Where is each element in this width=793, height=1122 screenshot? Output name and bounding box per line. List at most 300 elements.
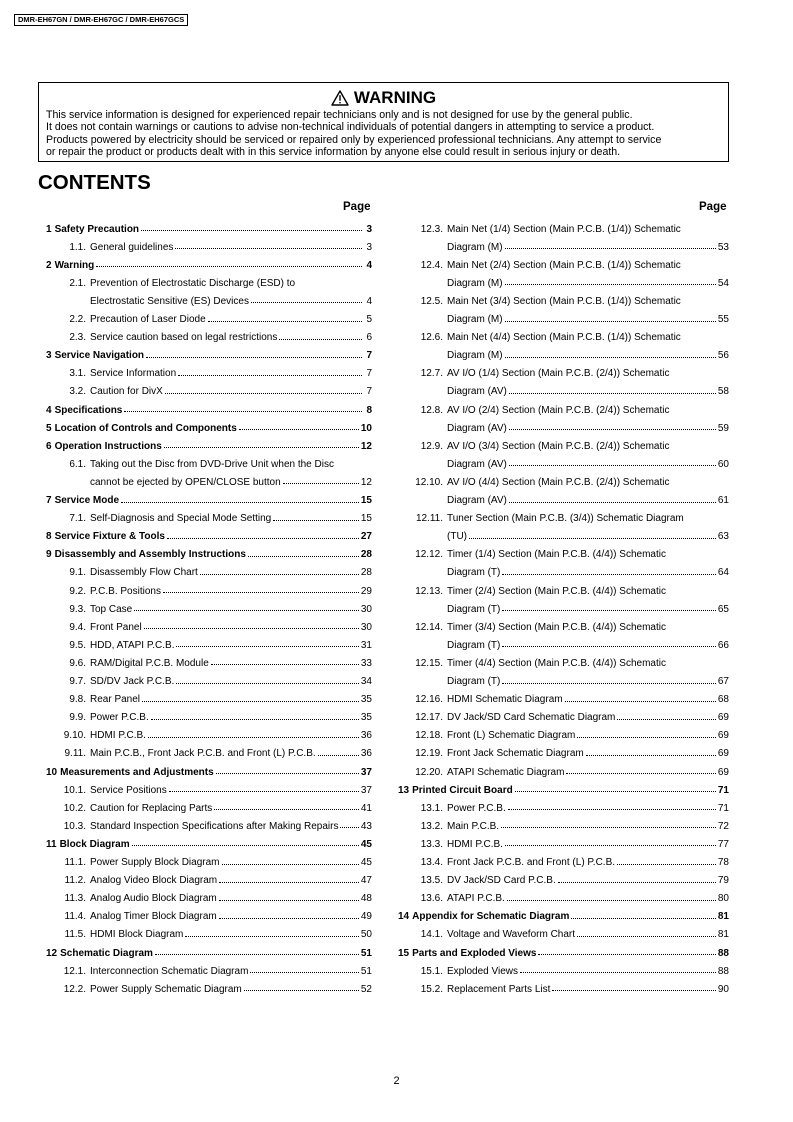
toc-entry-number: 13.4.: [420, 857, 443, 868]
toc-entry-title: Standard Inspection Specifications after Making Repairs: [90, 820, 339, 832]
toc-entry-number: 12.2.: [63, 983, 86, 995]
toc-entry-page: 43: [360, 820, 372, 832]
toc-entry: [90, 292, 372, 310]
toc-leader-dots: [169, 791, 359, 792]
toc-leader-dots: [121, 502, 359, 503]
toc-entry-number: 8: [46, 531, 52, 543]
toc-leader-dots: [558, 882, 716, 883]
toc-entry-page: 50: [360, 929, 372, 941]
toc-entry-number: 9: [46, 549, 52, 561]
toc-leader-dots: [508, 809, 716, 810]
toc-entry-page: 41: [360, 802, 372, 814]
toc-leader-dots: [222, 864, 359, 865]
warning-title: [46, 87, 721, 109]
toc-entry-page: 77: [717, 838, 729, 850]
toc-leader-dots: [502, 574, 716, 575]
toc-entry: [62, 455, 372, 473]
toc-entry: [447, 564, 729, 582]
toc-entry: [46, 419, 372, 437]
toc-entry-number: 9.2.: [69, 585, 86, 597]
toc-entry-page: 4: [366, 259, 372, 271]
toc-entry: [410, 256, 729, 274]
toc-entry-title: Measurements and Adjustments: [60, 766, 214, 778]
toc-entry-page: 69: [717, 712, 729, 724]
toc-entry-title: DV Jack/SD Card P.C.B.: [447, 875, 556, 887]
toc-entry-page: 59: [717, 422, 729, 434]
toc-entry-title: Main Net (2/4) Section (Main P.C.B. (1/4)) Schematic: [447, 259, 681, 271]
toc-leader-dots: [134, 610, 359, 611]
toc-leader-dots: [538, 954, 715, 955]
toc-entry-title: Timer (1/4) Section (Main P.C.B. (4/4)) Schematic: [447, 549, 666, 561]
toc-entry-title: AV I/O (2/4) Section (Main P.C.B. (2/4)) Schematic: [447, 404, 670, 416]
toc-entry-page: 69: [717, 748, 729, 760]
toc-entry: [410, 926, 729, 944]
toc-leader-dots: [142, 701, 359, 702]
toc-entry-title: HDMI Schematic Diagram: [447, 694, 563, 706]
toc-entry-number: 12.18.: [415, 730, 443, 742]
toc-entry-number: 9.1.: [69, 567, 86, 579]
toc-entry-title: Main P.C.B., Front Jack P.C.B. and Front (L) P.C.B.: [90, 748, 316, 760]
toc-entry-number: 12.7.: [420, 368, 443, 380]
toc-entry: [410, 835, 729, 853]
toc-entry-title: (TU): [447, 531, 467, 543]
toc-entry-title: Caution for DivX: [90, 386, 163, 398]
toc-entry-title: Service caution based on legal restrictions: [90, 332, 278, 344]
toc-entry-page: 67: [717, 676, 729, 687]
page-number: 2: [393, 1075, 400, 1087]
toc-entry: [398, 908, 729, 926]
toc-entry: [410, 817, 729, 835]
toc-entry: [46, 763, 372, 781]
toc-entry-number: 10.2.: [63, 802, 86, 814]
toc-leader-dots: [248, 556, 359, 557]
toc-entry: [62, 781, 372, 799]
toc-entry-number: 12.9.: [420, 440, 443, 452]
toc-entry-number: 7: [46, 495, 52, 506]
toc-entry: [46, 835, 372, 853]
toc-entry-title: Main Net (4/4) Section (Main P.C.B. (1/4)) Schematic: [447, 332, 681, 344]
toc-entry: [46, 944, 372, 962]
warning-line: This service information is designed for experienced repair technicians only and is not designed for use by the general public.: [46, 109, 633, 121]
toc-entry: [62, 510, 372, 528]
toc-leader-dots: [273, 520, 359, 521]
warning-line: Products powered by electricity should be serviced or repaired only by experienced professional technicians. Any attempt to service: [46, 133, 662, 146]
toc-entry-page: 3: [366, 223, 372, 235]
toc-entry-page: 3: [366, 241, 372, 253]
toc-entry-page: 80: [717, 893, 729, 905]
toc-entry-number: 9.6.: [69, 657, 86, 669]
toc-entry-number: 11: [46, 838, 57, 850]
toc-entry-title: Electrostatic Sensitive (ES) Devices: [90, 295, 249, 307]
toc-leader-dots: [185, 936, 359, 937]
toc-entry-page: 55: [717, 314, 729, 325]
toc-entry: [62, 618, 372, 636]
toc-entry-number: 12.6.: [420, 332, 443, 344]
toc-entry: [447, 600, 729, 618]
toc-entry-title: Timer (2/4) Section (Main P.C.B. (4/4)) Schematic: [447, 585, 666, 597]
toc-leader-dots: [505, 321, 716, 322]
toc-entry-number: 2.2.: [69, 314, 86, 325]
toc-entry-title: ATAPI P.C.B.: [447, 893, 505, 905]
toc-entry-page: 4: [366, 295, 372, 307]
toc-entry: [410, 473, 729, 491]
toc-leader-dots: [219, 918, 359, 919]
toc-entry-title: Service Navigation: [54, 350, 145, 362]
toc-entry-number: 12.5.: [420, 295, 443, 307]
toc-leader-dots: [216, 773, 359, 774]
toc-entry-title: Timer (3/4) Section (Main P.C.B. (4/4)) Schematic: [447, 621, 666, 633]
toc-entry: [62, 854, 372, 872]
toc-entry-title: Operation Instructions: [54, 440, 162, 452]
toc-entry-page: 29: [360, 585, 372, 597]
toc-entry-title: Diagram (T): [447, 676, 501, 687]
toc-entry-title: Analog Video Block Diagram: [90, 875, 218, 887]
toc-leader-dots: [505, 248, 716, 249]
toc-entry-title: Power P.C.B.: [447, 802, 506, 814]
toc-leader-dots: [251, 302, 362, 303]
toc-leader-dots: [507, 900, 716, 901]
toc-entry-title: Service Positions: [90, 784, 167, 796]
toc-entry-page: 31: [360, 639, 372, 651]
toc-entry: [410, 365, 729, 383]
toc-entry: [62, 799, 372, 817]
toc-entry-title: Power Supply Block Diagram: [90, 857, 220, 868]
toc-entry-number: 9.3.: [69, 603, 86, 615]
toc-entry: [46, 528, 372, 546]
toc-entry-number: 13.6.: [420, 893, 443, 905]
toc-entry-number: 11.1.: [64, 857, 86, 868]
toc-entry-title: Diagram (AV): [447, 495, 507, 506]
toc-entry-title: Block Diagram: [59, 838, 130, 850]
toc-entry-number: 15.2.: [420, 983, 443, 995]
toc-leader-dots: [571, 918, 715, 919]
toc-entry-title: Disassembly Flow Chart: [90, 567, 198, 579]
toc-entry-number: 12.8.: [420, 404, 443, 416]
toc-entry-page: 90: [717, 983, 729, 995]
toc-entry-number: 7.1.: [69, 513, 86, 525]
toc-entry-number: 12.3.: [420, 223, 443, 235]
toc-entry-title: Parts and Exploded Views: [412, 947, 537, 959]
toc-entry-number: 6: [46, 440, 52, 452]
toc-entry-title: Diagram (M): [447, 350, 503, 362]
contents-title: CONTENTS: [38, 171, 151, 194]
toc-entry: [62, 908, 372, 926]
page-column-header-right: Page: [699, 201, 727, 213]
toc-entry-title: Diagram (AV): [447, 422, 507, 434]
toc-leader-dots: [505, 357, 716, 358]
toc-entry-page: 5: [366, 314, 372, 325]
toc-entry-title: Location of Controls and Components: [54, 422, 237, 434]
toc-entry-title: Precaution of Laser Diode: [90, 314, 206, 325]
toc-entry: [46, 401, 372, 419]
toc-entry-number: 12: [46, 947, 58, 959]
toc-entry-page: 81: [717, 929, 729, 941]
toc-entry-page: 15: [360, 513, 372, 525]
toc-entry-title: AV I/O (1/4) Section (Main P.C.B. (2/4)) Schematic: [447, 368, 670, 380]
toc-entry: [410, 709, 729, 727]
toc-entry-number: 12.11.: [415, 513, 443, 525]
toc-entry-page: 65: [717, 603, 729, 615]
toc-entry: [410, 691, 729, 709]
toc-leader-dots: [565, 701, 716, 702]
toc-entry-page: 66: [717, 639, 729, 651]
toc-leader-dots: [151, 719, 359, 720]
toc-entry-page: 8: [366, 404, 372, 416]
toc-leader-dots: [509, 393, 716, 394]
toc-entry: [62, 636, 372, 654]
toc-leader-dots: [200, 574, 359, 575]
toc-leader-dots: [617, 864, 716, 865]
toc-leader-dots: [164, 447, 359, 448]
toc-entry-page: 53: [717, 241, 729, 253]
toc-entry: [62, 329, 372, 347]
toc-entry-page: 7: [366, 386, 372, 398]
toc-entry: [410, 799, 729, 817]
warning-text: [46, 109, 721, 159]
toc-leader-dots: [502, 646, 716, 647]
toc-entry-title: cannot be ejected by OPEN/CLOSE button: [90, 476, 281, 488]
toc-leader-dots: [146, 357, 362, 358]
toc-entry: [410, 510, 729, 528]
toc-entry: [62, 274, 372, 292]
toc-entry-number: 9.11.: [64, 748, 86, 760]
toc-entry-title: Self-Diagnosis and Special Mode Setting: [90, 513, 272, 525]
toc-entry: [90, 473, 372, 491]
toc-entry-number: 13: [398, 784, 410, 796]
toc-entry-number: 14: [398, 911, 410, 923]
toc-entry-title: Specifications: [54, 404, 123, 416]
toc-entry-page: 72: [717, 820, 729, 832]
toc-entry-title: Timer (4/4) Section (Main P.C.B. (4/4)) Schematic: [447, 657, 666, 669]
toc-entry-title: Power Supply Schematic Diagram: [90, 983, 242, 995]
toc-entry-title: Diagram (T): [447, 603, 501, 615]
toc-entry: [410, 329, 729, 347]
toc-entry: [46, 256, 372, 274]
toc-leader-dots: [340, 827, 358, 828]
toc-entry-page: 69: [717, 730, 729, 742]
toc-entry: [410, 890, 729, 908]
toc-entry: [410, 401, 729, 419]
toc-entry-title: Main P.C.B.: [447, 820, 500, 832]
toc-entry: [447, 238, 729, 256]
toc-entry-page: 36: [360, 730, 372, 742]
toc-entry: [447, 528, 729, 546]
toc-entry-title: SD/DV Jack P.C.B.: [90, 676, 175, 687]
toc-entry-number: 9.4.: [69, 621, 86, 633]
toc-entry-title: Main Net (3/4) Section (Main P.C.B. (1/4)) Schematic: [447, 295, 681, 307]
warning-box: [38, 82, 729, 162]
toc-entry: [62, 962, 372, 980]
toc-entry-number: 5: [46, 422, 52, 434]
toc-entry-page: 56: [717, 350, 729, 362]
toc-entry-number: 9.9.: [69, 712, 86, 724]
toc-entry-page: 69: [717, 766, 729, 778]
toc-entry-number: 11.5.: [64, 929, 86, 941]
toc-entry-page: 88: [717, 947, 729, 959]
toc-entry-number: 9.5.: [69, 639, 86, 651]
toc-entry: [447, 311, 729, 329]
toc-entry: [46, 492, 372, 510]
toc-entry-page: 49: [360, 911, 372, 923]
toc-entry: [62, 691, 372, 709]
toc-entry: [410, 727, 729, 745]
toc-entry-title: Warning: [54, 259, 95, 271]
toc-entry: [398, 944, 729, 962]
toc-entry-page: 33: [360, 657, 372, 669]
toc-entry-number: 11.4.: [64, 911, 86, 923]
toc-entry: [62, 709, 372, 727]
toc-entry: [410, 962, 729, 980]
toc-entry-number: 15: [398, 947, 410, 959]
toc-entry-number: 12.13.: [415, 585, 443, 597]
toc-leader-dots: [214, 809, 359, 810]
toc-leader-dots: [148, 737, 359, 738]
toc-entry-page: 35: [360, 694, 372, 706]
toc-leader-dots: [244, 990, 359, 991]
toc-entry-page: 37: [360, 766, 372, 778]
toc-entry: [447, 383, 729, 401]
toc-entry: [447, 419, 729, 437]
toc-entry-page: 10: [360, 422, 372, 434]
toc-entry-number: 12.12.: [415, 549, 443, 561]
toc-entry-page: 61: [717, 495, 729, 506]
toc-entry-page: 54: [717, 277, 729, 289]
toc-entry-title: Diagram (AV): [447, 386, 507, 398]
toc-entry: [410, 745, 729, 763]
toc-entry-page: 47: [360, 875, 372, 887]
toc-entry-title: Diagram (T): [447, 567, 501, 579]
toc-entry-page: 28: [360, 567, 372, 579]
toc-entry-number: 4: [46, 404, 52, 416]
toc-leader-dots: [552, 990, 715, 991]
toc-entry-number: 6.1.: [69, 458, 86, 470]
toc-entry: [62, 745, 372, 763]
toc-entry: [62, 817, 372, 835]
toc-entry-number: 11.3.: [64, 893, 86, 905]
toc-leader-dots: [469, 538, 716, 539]
toc-entry: [62, 890, 372, 908]
toc-entry-page: 30: [360, 603, 372, 615]
toc-entry-title: Taking out the Disc from DVD-Drive Unit when the Disc: [90, 458, 334, 470]
toc-entry-title: HDMI P.C.B.: [447, 838, 503, 850]
toc-leader-dots: [577, 936, 716, 937]
toc-leader-dots: [520, 972, 716, 973]
toc-leader-dots: [509, 429, 716, 430]
toc-entry-title: Power P.C.B.: [90, 712, 149, 724]
toc-entry-page: 7: [366, 350, 372, 362]
toc-entry-title: Voltage and Waveform Chart: [447, 929, 576, 941]
toc-entry: [62, 383, 372, 401]
toc-leader-dots: [165, 393, 362, 394]
toc-leader-dots: [144, 628, 359, 629]
toc-leader-dots: [509, 502, 716, 503]
toc-entry-page: 71: [717, 784, 729, 796]
toc-leader-dots: [178, 375, 362, 376]
toc-entry-title: Diagram (T): [447, 639, 501, 651]
toc-leader-dots: [577, 737, 716, 738]
toc-entry: [447, 636, 729, 654]
toc-entry-title: HDMI P.C.B.: [90, 730, 146, 742]
toc-entry-page: 12: [360, 476, 372, 488]
toc-leader-dots: [250, 972, 358, 973]
toc-entry: [410, 654, 729, 672]
toc-entry: [410, 546, 729, 564]
toc-leader-dots: [279, 339, 362, 340]
toc-entry: [62, 926, 372, 944]
toc-entry-number: 1: [46, 223, 52, 235]
toc-entry: [46, 546, 372, 564]
toc-leader-dots: [219, 900, 359, 901]
toc-entry-number: 2.3.: [69, 332, 86, 344]
toc-entry-page: 51: [360, 947, 372, 959]
toc-entry-page: 45: [360, 838, 372, 850]
toc-entry: [398, 781, 729, 799]
toc-entry-title: Exploded Views: [447, 965, 518, 977]
toc-entry-number: 13.3.: [420, 838, 443, 850]
toc-entry-page: 58: [717, 386, 729, 398]
toc-entry-page: 6: [366, 332, 372, 344]
toc-entry-number: 10.3.: [63, 820, 86, 832]
toc-entry-number: 14.1.: [420, 929, 443, 941]
toc-entry-page: 51: [360, 965, 372, 977]
toc-entry-title: Tuner Section (Main P.C.B. (3/4)) Schematic Diagram: [447, 513, 684, 525]
toc-entry: [410, 220, 729, 238]
toc-entry: [46, 437, 372, 455]
toc-entry-page: 63: [717, 531, 729, 543]
toc-entry-number: 10.1.: [63, 784, 86, 796]
warning-triangle-icon: [331, 90, 349, 106]
toc-entry-page: 15: [360, 495, 372, 506]
toc-entry-title: Top Case: [90, 603, 133, 615]
toc-entry-title: AV I/O (3/4) Section (Main P.C.B. (2/4)) Schematic: [447, 440, 670, 452]
toc-leader-dots: [509, 465, 716, 466]
toc-entry: [410, 582, 729, 600]
toc-entry-number: 11.2.: [64, 875, 86, 887]
toc-entry-page: 79: [717, 875, 729, 887]
toc-entry-title: HDMI Block Diagram: [90, 929, 184, 941]
toc-leader-dots: [211, 664, 359, 665]
toc-entry: [62, 654, 372, 672]
toc-leader-dots: [515, 791, 716, 792]
toc-leader-dots: [502, 610, 716, 611]
toc-entry-number: 13.1.: [420, 802, 443, 814]
toc-leader-dots: [318, 755, 359, 756]
toc-entry: [447, 455, 729, 473]
toc-entry-title: Disassembly and Assembly Instructions: [54, 549, 246, 561]
warning-line: It does not contain warnings or cautions to advise non-technical individuals of potential dangers in attempting to service a product.: [46, 121, 655, 134]
toc-entry-title: Diagram (M): [447, 277, 503, 289]
toc-entry-title: Printed Circuit Board: [412, 784, 513, 796]
toc-entry-title: Diagram (M): [447, 314, 503, 325]
toc-entry: [447, 274, 729, 292]
toc-entry: [62, 582, 372, 600]
toc-entry-page: 52: [360, 983, 372, 995]
toc-entry: [447, 673, 729, 691]
toc-leader-dots: [617, 719, 715, 720]
toc-entry-title: ATAPI Schematic Diagram: [447, 766, 565, 778]
toc-leader-dots: [501, 827, 716, 828]
toc-entry-title: Appendix for Schematic Diagram: [412, 911, 570, 923]
toc-entry: [410, 618, 729, 636]
toc-entry-title: Front Panel: [90, 621, 142, 633]
toc-leader-dots: [124, 411, 362, 412]
toc-entry: [410, 872, 729, 890]
toc-entry: [447, 347, 729, 365]
toc-leader-dots: [155, 954, 359, 955]
toc-entry: [62, 564, 372, 582]
toc-entry-number: 10: [46, 766, 58, 778]
toc-entry: [410, 854, 729, 872]
